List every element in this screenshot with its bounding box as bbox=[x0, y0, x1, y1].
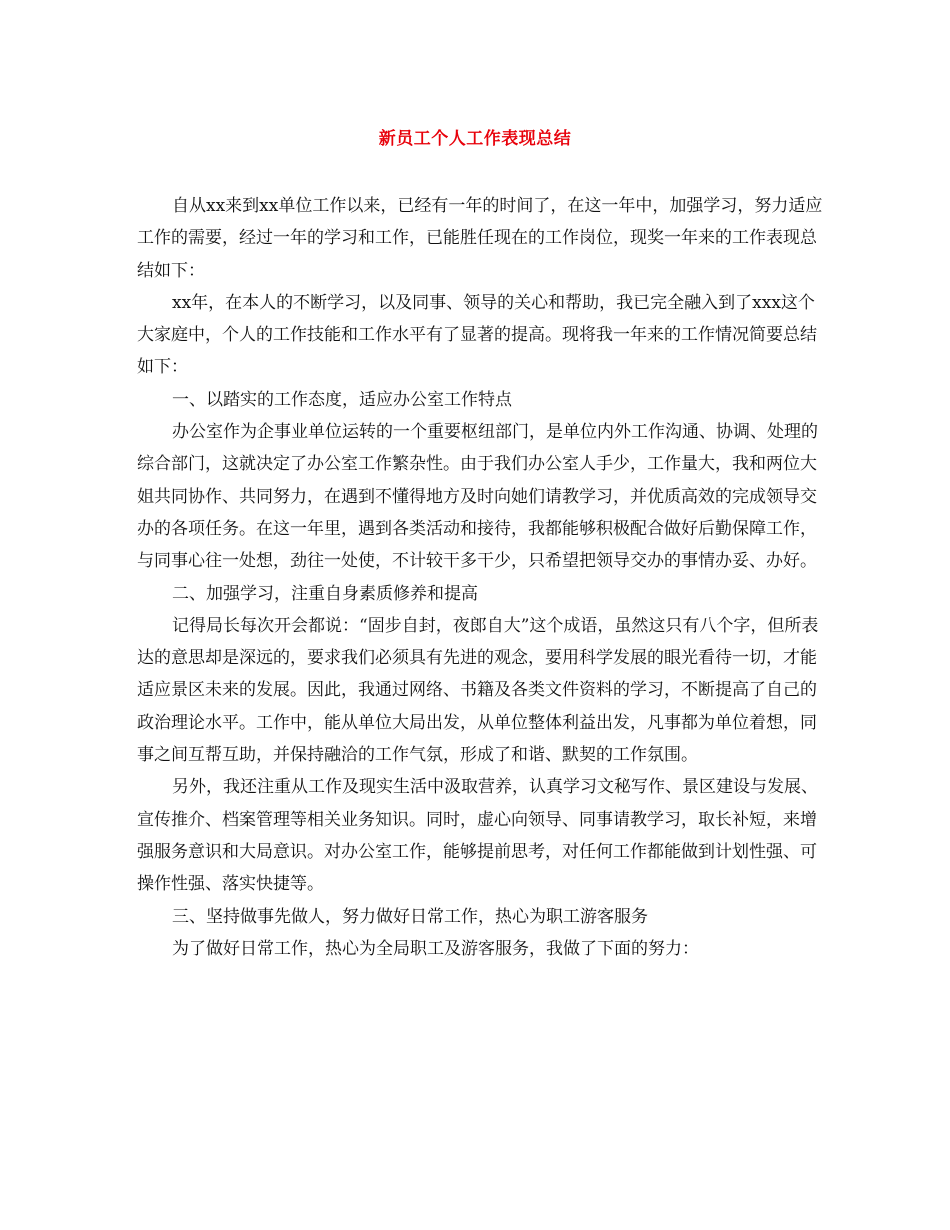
paragraph-daily-work: 为了做好日常工作，热心为全局职工及游客服务，我做了下面的努力： bbox=[172, 938, 699, 959]
section-heading-3: 三、坚持做事先做人，努力做好日常工作，热心为职工游客服务 bbox=[172, 906, 648, 927]
document-body bbox=[137, 190, 825, 965]
section-heading-1: 一、以踏实的工作态度，适应办公室工作特点 bbox=[172, 389, 512, 410]
paragraph-intro: 自从xx来到xx单位工作以来，已经有一年的时间了，在这一年中，加强学习，努力适应工作的需要，经过一年的学习和工作，已能胜任现在的工作岗位，现奖一年来的工作表现总结如下： bbox=[137, 196, 823, 281]
section-heading-2: 二、加强学习，注重自身素质修养和提高 bbox=[172, 583, 478, 604]
document-title: 新员工个人工作表现总结 bbox=[378, 129, 572, 149]
paragraph-office: 办公室作为企事业单位运转的一个重要枢纽部门，是单位内外工作沟通、协调、处理的综合部门，这就决定了办公室工作繁杂性。由于我们办公室人手少，工作量大，我和两位大姐共同协作、共同努力，在遇到不懂得地方及时向她们请教学习，并优质高效的完成领导交办的各项任务。在这一年里，遇到各类活动和接待，我都能够积极配合做好后勤保障工作，与同事心往一处想，劲往一处使，不计较干多干少，只希望把领导交办的事情办妥、办好。 bbox=[137, 422, 818, 572]
paragraph-summary: xx年，在本人的不断学习，以及同事、领导的关心和帮助，我已完全融入到了xxx这个大家庭中，个人的工作技能和工作水平有了显著的提高。现将我一年来的工作情况简要总结如下： bbox=[137, 292, 817, 378]
paragraph-study: 记得局长每次开会都说：“固步自封，夜郎自大”这个成语，虽然这只有八个字，但所表达的意思却是深远的，要求我们必须具有先进的观念，要用科学发展的眼光看待一切，才能适应景区未来的发展。因此，我通过网络、书籍及各类文件资料的学习，不断提高了自己的政治理论水平。工作中，能从单位大局出发，从单位整体利益出发，凡事都为单位着想，同事之间互帮互助，并保持融洽的工作气氛，形成了和谐、默契的工作氛围。 bbox=[137, 615, 819, 766]
paragraph-additional: 另外，我还注重从工作及现实生活中汲取营养，认真学习文秘写作、景区建设与发展、宣传推介、档案管理等相关业务知识。同时，虚心向领导、同事请教学习，取长补短，来增强服务意识和大局意识。对办公室工作，能够提前思考，对任何工作都能做到计划性强、可操作性强、落实快捷等。 bbox=[137, 777, 818, 895]
